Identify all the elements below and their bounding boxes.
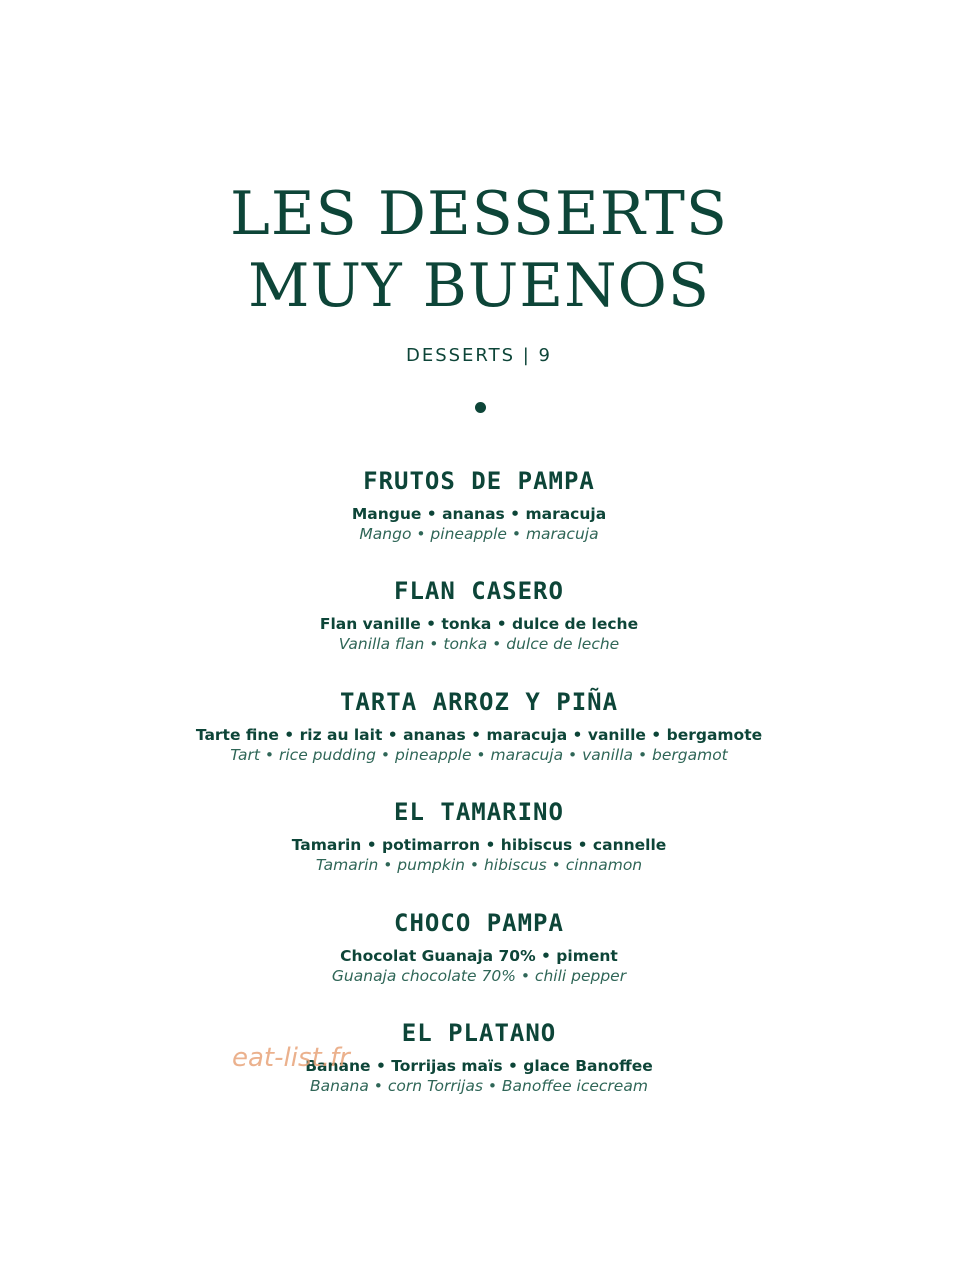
item-description-en: Guanaja chocolate 70% • chili pepper bbox=[331, 967, 627, 985]
item-description-en: Banana • corn Torrijas • Banoffee icecream bbox=[310, 1077, 648, 1095]
item-name: TARTA ARROZ Y PIÑA bbox=[339, 688, 619, 716]
item-name: EL PLATANO bbox=[401, 1019, 557, 1047]
item-description-en: Vanilla flan • tonka • dulce de leche bbox=[338, 635, 620, 653]
item-description-fr: Flan vanille • tonka • dulce de leche bbox=[319, 615, 639, 633]
menu-item-frutos-de-pampa bbox=[0, 466, 958, 544]
item-name: FRUTOS DE PAMPA bbox=[363, 467, 595, 495]
item-description-fr: Tamarin • potimarron • hibiscus • cannelle bbox=[291, 836, 667, 854]
item-description-en: Tart • rice pudding • pineapple • maracuja • vanilla • bergamot bbox=[230, 746, 728, 764]
menu-item-el-platano bbox=[0, 1018, 958, 1096]
item-description-en: Mango • pineapple • maracuja bbox=[359, 525, 599, 543]
item-name: EL TAMARINO bbox=[394, 798, 564, 826]
menu-item-tarta-arroz-y-pina bbox=[0, 687, 958, 765]
menu-item-choco-pampa bbox=[0, 908, 958, 986]
item-description-fr: Chocolat Guanaja 70% • piment bbox=[340, 947, 618, 965]
page-title-line-1: LES DESSERTS bbox=[230, 179, 728, 249]
item-description-fr: Banane • Torrijas maïs • glace Banoffee bbox=[305, 1057, 653, 1075]
item-description-fr: Tarte fine • riz au lait • ananas • maracuja • vanille • bergamote bbox=[195, 726, 763, 744]
item-name: FLAN CASERO bbox=[394, 577, 564, 605]
page-title-line-2: MUY BUENOS bbox=[248, 251, 710, 321]
watermark: eat-list.fr bbox=[232, 1043, 350, 1073]
section-price-label: DESSERTS | 9 bbox=[405, 345, 553, 366]
item-description-en: Tamarin • pumpkin • hibiscus • cinnamon bbox=[315, 856, 643, 874]
menu-item-el-tamarino bbox=[0, 797, 958, 875]
item-name: CHOCO PAMPA bbox=[394, 909, 564, 937]
item-description-fr: Mangue • ananas • maracuja bbox=[351, 505, 607, 523]
divider-dot bbox=[475, 402, 486, 413]
menu-item-flan-casero bbox=[0, 576, 958, 654]
